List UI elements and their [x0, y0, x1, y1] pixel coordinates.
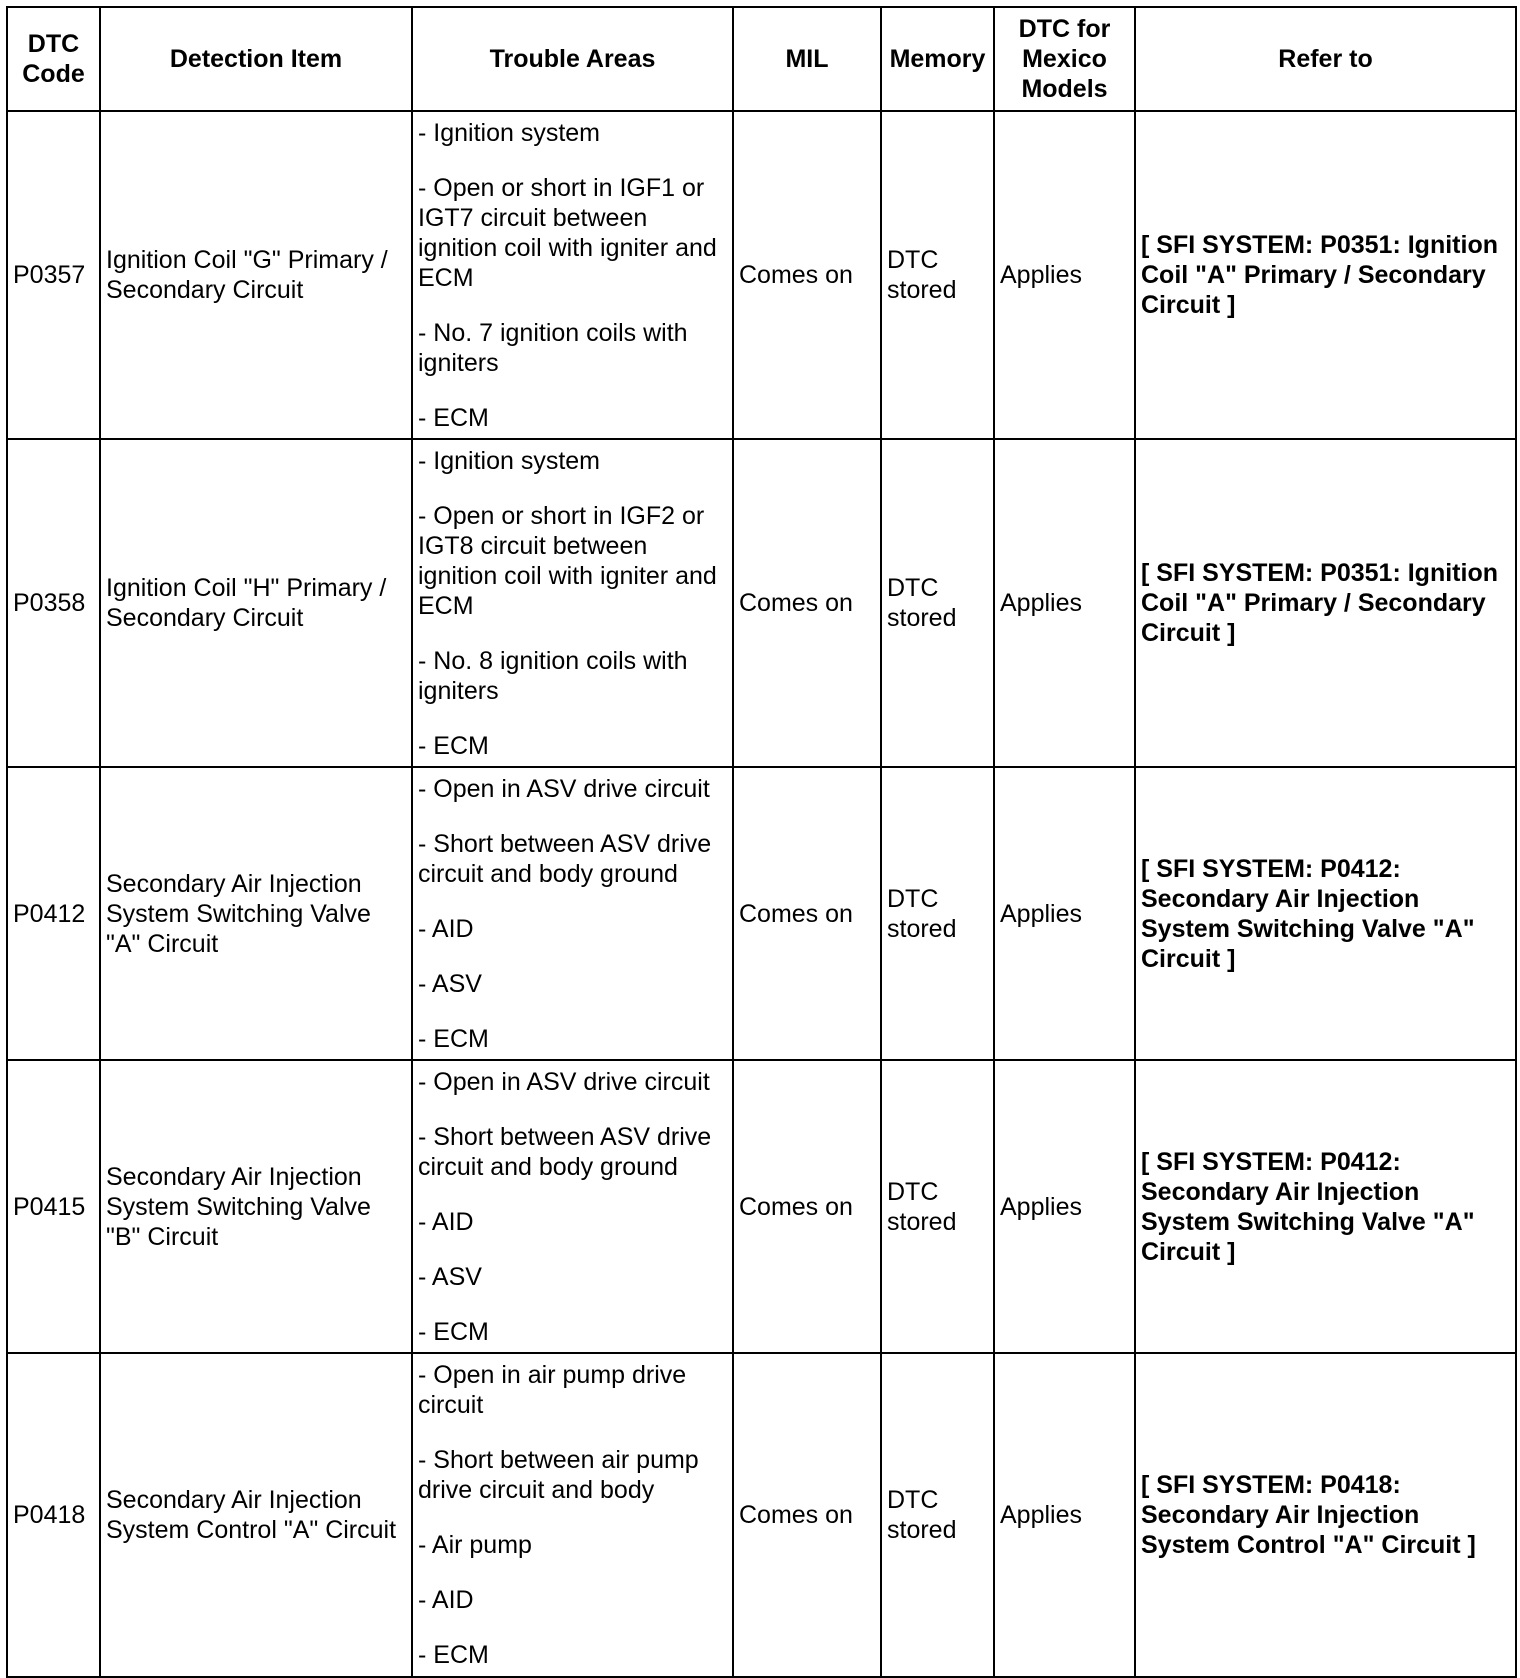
trouble-area-item: - Open in ASV drive circuit [418, 775, 710, 803]
header-row [7, 7, 1516, 111]
refer-to-link[interactable]: [ SFI SYSTEM: P0351: Ignition Coil "A" Primary / Secondary Circuit ] [1135, 439, 1516, 767]
dtc-table [6, 6, 1517, 1678]
memory-cell: DTC stored [881, 1353, 994, 1677]
header-trouble-areas: Trouble Areas [412, 7, 733, 111]
mil-cell: Comes on [733, 439, 881, 767]
header-memory: Memory [881, 7, 994, 111]
table-row [7, 1353, 1516, 1677]
trouble-areas-cell [412, 439, 733, 767]
trouble-area-item: - No. 7 ignition coils with igniters [418, 319, 688, 377]
trouble-area-item: - ECM [418, 1318, 489, 1346]
trouble-area-item: - Short between air pump drive circuit and body [418, 1446, 699, 1504]
trouble-area-item: - No. 8 ignition coils with igniters [418, 647, 688, 705]
trouble-area-item: - ASV [418, 970, 482, 998]
trouble-area-item: - ECM [418, 1641, 489, 1669]
trouble-area-item: - Open or short in IGF1 or IGT7 circuit between ignition coil with igniter and ECM [418, 174, 717, 292]
detection-item-cell: Secondary Air Injection System Switching Valve "A" Circuit [100, 767, 412, 1060]
trouble-areas-cell [412, 1353, 733, 1677]
mil-cell: Comes on [733, 1353, 881, 1677]
table-row [7, 1060, 1516, 1353]
memory-cell: DTC stored [881, 767, 994, 1060]
dtc-code-cell: P0412 [7, 767, 100, 1060]
mexico-cell: Applies [994, 111, 1135, 439]
trouble-area-item: - Air pump [418, 1531, 532, 1559]
table-row [7, 439, 1516, 767]
header-mil: MIL [733, 7, 881, 111]
trouble-area-item: - Open or short in IGF2 or IGT8 circuit between ignition coil with igniter and ECM [418, 502, 717, 620]
trouble-area-item: - Ignition system [418, 447, 601, 475]
mexico-cell: Applies [994, 439, 1135, 767]
trouble-area-item: - Short between ASV drive circuit and body ground [418, 1123, 712, 1181]
dtc-code-cell: P0415 [7, 1060, 100, 1353]
trouble-area-item: - Ignition system [418, 119, 601, 147]
mil-cell: Comes on [733, 111, 881, 439]
trouble-area-item: - AID [418, 1586, 474, 1614]
header-detection-item: Detection Item [100, 7, 412, 111]
trouble-areas-cell [412, 767, 733, 1060]
dtc-code-cell: P0358 [7, 439, 100, 767]
trouble-area-item: - ECM [418, 404, 489, 432]
mexico-cell: Applies [994, 767, 1135, 1060]
dtc-code-cell: P0418 [7, 1353, 100, 1677]
trouble-areas-cell [412, 111, 733, 439]
refer-to-link[interactable]: [ SFI SYSTEM: P0351: Ignition Coil "A" Primary / Secondary Circuit ] [1135, 111, 1516, 439]
trouble-area-item: - ECM [418, 732, 489, 760]
refer-to-link[interactable]: [ SFI SYSTEM: P0412: Secondary Air Injection System Switching Valve "A" Circuit ] [1135, 1060, 1516, 1353]
table-body [7, 111, 1516, 1677]
dtc-code-cell: P0357 [7, 111, 100, 439]
trouble-area-item: - Short between ASV drive circuit and body ground [418, 830, 712, 888]
table-row [7, 767, 1516, 1060]
refer-to-link[interactable]: [ SFI SYSTEM: P0412: Secondary Air Injection System Switching Valve "A" Circuit ] [1135, 767, 1516, 1060]
detection-item-cell: Secondary Air Injection System Control "A" Circuit [100, 1353, 412, 1677]
mil-cell: Comes on [733, 1060, 881, 1353]
header-mexico-models: DTC for Mexico Models [994, 7, 1135, 111]
memory-cell: DTC stored [881, 1060, 994, 1353]
trouble-area-item: - ECM [418, 1025, 489, 1053]
trouble-area-item: - AID [418, 1208, 474, 1236]
trouble-area-item: - AID [418, 915, 474, 943]
memory-cell: DTC stored [881, 439, 994, 767]
refer-to-link[interactable]: [ SFI SYSTEM: P0418: Secondary Air Injection System Control "A" Circuit ] [1135, 1353, 1516, 1677]
detection-item-cell: Ignition Coil "G" Primary / Secondary Circuit [100, 111, 412, 439]
mexico-cell: Applies [994, 1060, 1135, 1353]
detection-item-cell: Secondary Air Injection System Switching Valve "B" Circuit [100, 1060, 412, 1353]
trouble-area-item: - Open in air pump drive circuit [418, 1361, 687, 1419]
memory-cell: DTC stored [881, 111, 994, 439]
header-refer-to: Refer to [1135, 7, 1516, 111]
header-dtc-code: DTC Code [7, 7, 100, 111]
table-header [7, 7, 1516, 111]
trouble-area-item: - ASV [418, 1263, 482, 1291]
mexico-cell: Applies [994, 1353, 1135, 1677]
detection-item-cell: Ignition Coil "H" Primary / Secondary Circuit [100, 439, 412, 767]
trouble-areas-cell [412, 1060, 733, 1353]
mil-cell: Comes on [733, 767, 881, 1060]
table-row [7, 111, 1516, 439]
trouble-area-item: - Open in ASV drive circuit [418, 1068, 710, 1096]
